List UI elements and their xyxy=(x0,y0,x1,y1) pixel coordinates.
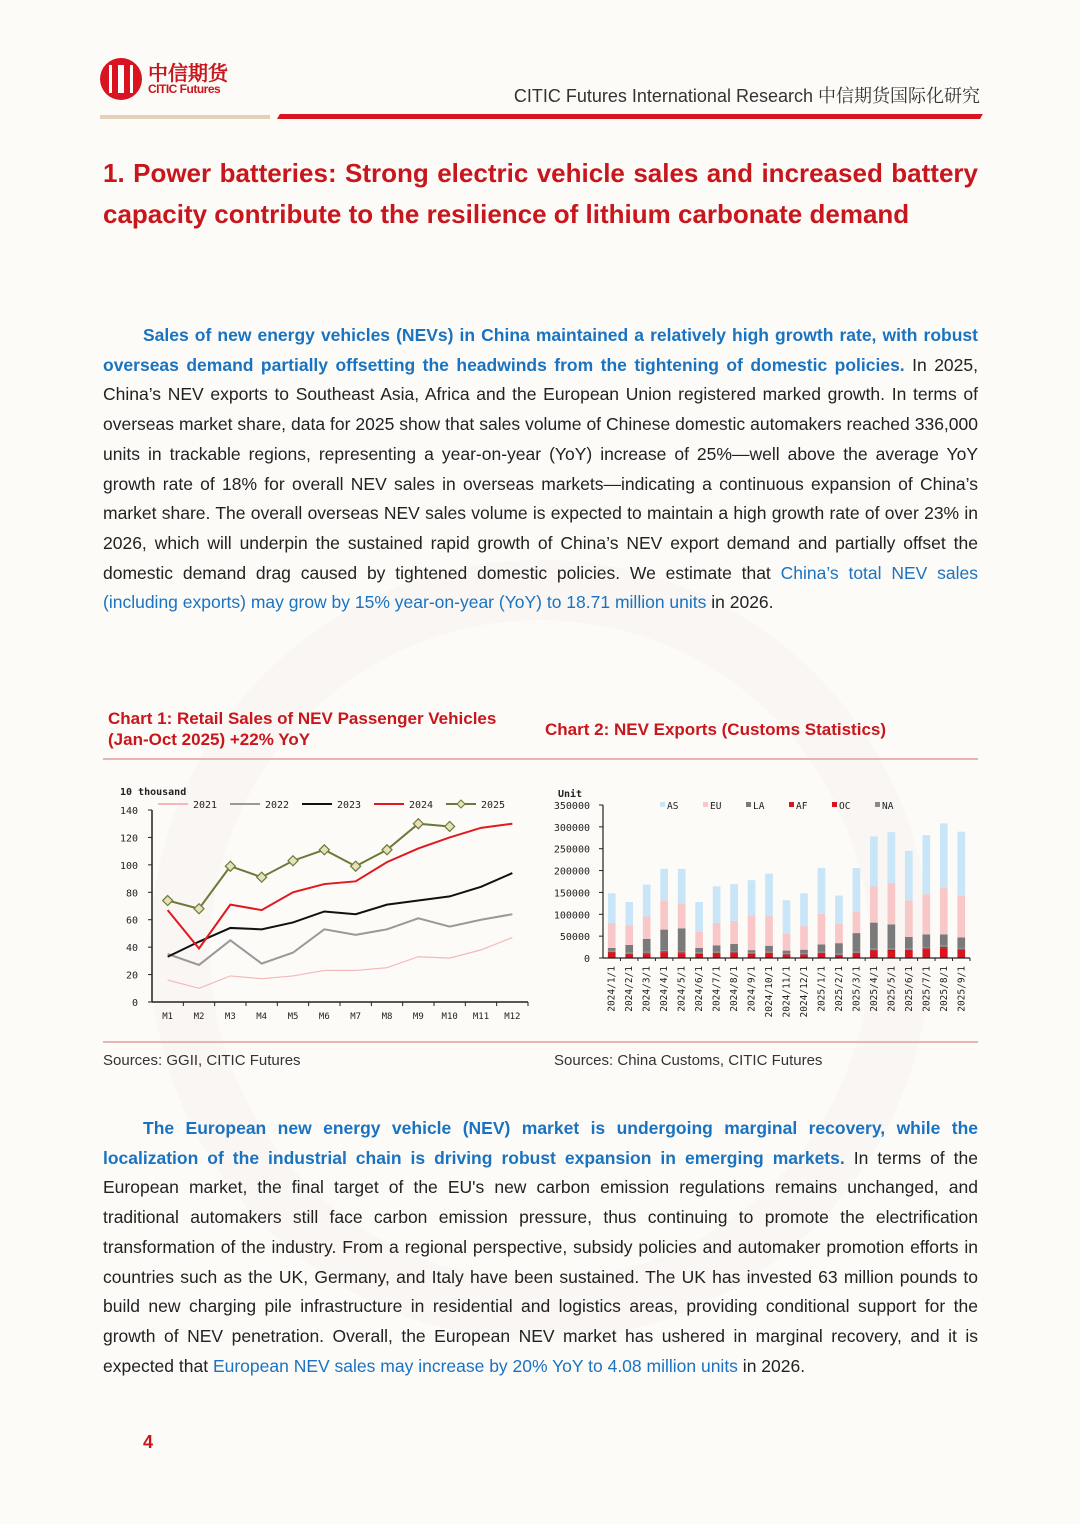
svg-text:2025/8/1: 2025/8/1 xyxy=(938,966,950,1012)
chart2-legend xyxy=(660,801,894,812)
paragraph-2-tail: in 2026. xyxy=(737,1355,806,1376)
svg-text:M10: M10 xyxy=(441,1012,458,1022)
chart-top-rule xyxy=(103,758,978,760)
chart-bottom-rule xyxy=(103,1041,978,1043)
svg-text:2024/3/1: 2024/3/1 xyxy=(641,966,653,1012)
paragraph-1-body: In 2025, China’s NEV exports to Southeast Asia, Africa and the European Union registered marked growth. In terms of overseas market share, data for 2025 show that sales volume of Chinese domestic automakers reached 336,000 units in trackable regions, representing a year-on-year (YoY) increase of 25%—well above the average YoY growth rate of 18% for overall NEV sales in overseas markets—indicating a continuous expansion of China’s market share. The overall overseas NEV sales volume is expected to maintain a high growth rate of over 23% in 2026, which will underpin the sustained rapid growth of China’s NEV export demand and partially offset the domestic demand drag caused by tightened domestic policies. We estimate that xyxy=(103,354,978,583)
svg-text:2024/4/1: 2024/4/1 xyxy=(659,966,671,1012)
svg-text:2024/6/1: 2024/6/1 xyxy=(694,966,706,1012)
svg-text:2021: 2021 xyxy=(193,800,218,811)
svg-text:M12: M12 xyxy=(504,1012,521,1022)
paragraph-2-body: In terms of the European market, the final target of the EU's new carbon emission regulations remains unchanged, and traditional automakers still face carbon emission pressure, thus continuing to promote the electrification transformation of the industry. From a regional perspective, subsidy policies and automaker promotion efforts in countries such as the UK, Germany, and Italy have been sustained. The UK has invested 63 million pounds to build new charging pile infrastructure in residential and logistics areas, providing conditional support for the growth of NEV penetration. Overall, the European NEV market has ushered in marginal recovery, and it is expected that xyxy=(103,1147,978,1376)
svg-text:2024: 2024 xyxy=(409,800,434,811)
chart2-bars xyxy=(608,823,965,958)
page-header xyxy=(100,56,980,116)
svg-text:LA: LA xyxy=(753,801,765,812)
paragraph-1-tail: in 2026. xyxy=(706,592,774,613)
svg-text:100000: 100000 xyxy=(553,910,590,922)
section-title: 1. Power batteries: Strong electric vehicle sales and increased battery capacity contribute to the resilience of lithium carbonate demand xyxy=(103,158,978,229)
chart2-y-unit: Unit xyxy=(558,789,583,800)
svg-text:2024/5/1: 2024/5/1 xyxy=(676,966,688,1012)
svg-text:2025/1/1: 2025/1/1 xyxy=(816,966,828,1012)
svg-text:2022: 2022 xyxy=(265,800,290,811)
svg-text:300000: 300000 xyxy=(553,822,590,834)
svg-text:0: 0 xyxy=(131,998,138,1009)
svg-text:M3: M3 xyxy=(224,1012,236,1022)
svg-text:M1: M1 xyxy=(162,1012,174,1022)
svg-text:2024/11/1: 2024/11/1 xyxy=(781,966,793,1018)
svg-text:120: 120 xyxy=(119,833,138,845)
svg-text:M9: M9 xyxy=(412,1012,424,1022)
paragraph-2-highlight: European NEV sales may increase by 20% YoY to 4.08 million units xyxy=(212,1355,738,1376)
svg-text:2024/9/1: 2024/9/1 xyxy=(746,966,758,1012)
svg-text:2025/4/1: 2025/4/1 xyxy=(868,966,880,1012)
citic-logo-icon xyxy=(100,58,142,100)
chart1-y-unit: 10 thousand xyxy=(120,787,187,798)
chart1-series xyxy=(163,819,513,989)
svg-text:50000: 50000 xyxy=(559,932,590,944)
chart1-title: Chart 1: Retail Sales of NEV Passenger Vehicles (Jan-Oct 2025) +22% YoY xyxy=(108,709,497,749)
svg-text:140: 140 xyxy=(119,806,138,817)
svg-text:2024/12/1: 2024/12/1 xyxy=(798,966,810,1018)
svg-text:AF: AF xyxy=(796,801,808,812)
logo-en: CITIC Futures xyxy=(148,82,221,96)
svg-text:2024/7/1: 2024/7/1 xyxy=(711,966,723,1012)
svg-text:2024/2/1: 2024/2/1 xyxy=(624,966,636,1012)
svg-text:2025/6/1: 2025/6/1 xyxy=(903,966,915,1012)
svg-text:M11: M11 xyxy=(472,1012,490,1022)
svg-text:2024/8/1: 2024/8/1 xyxy=(729,966,741,1012)
chart1-legend xyxy=(158,800,505,811)
svg-text:2025/9/1: 2025/9/1 xyxy=(956,966,968,1012)
header-title: CITIC Futures International Research 中信期货国际化研究 xyxy=(513,86,980,106)
svg-text:EU: EU xyxy=(710,801,722,812)
paragraph-1-highlight: China’s total NEV sales (including exports) may grow by 15% year-on-year (YoY) to 18.71 million units xyxy=(103,562,978,613)
chart2-stacked-bar-chart xyxy=(548,782,980,1027)
svg-text:2023: 2023 xyxy=(337,800,362,811)
chart2-y-axis xyxy=(554,801,603,965)
svg-text:200000: 200000 xyxy=(553,866,590,878)
svg-text:350000: 350000 xyxy=(553,801,590,812)
svg-text:0: 0 xyxy=(583,954,590,965)
svg-text:M6: M6 xyxy=(318,1012,330,1022)
svg-text:100: 100 xyxy=(119,860,138,872)
svg-text:250000: 250000 xyxy=(553,844,590,856)
svg-text:60: 60 xyxy=(125,915,138,927)
chart2-source: Sources: China Customs, CITIC Futures xyxy=(554,1052,823,1069)
svg-text:20: 20 xyxy=(125,970,138,982)
svg-text:150000: 150000 xyxy=(553,888,590,900)
paragraph-2 xyxy=(103,1114,978,1381)
svg-text:2025/3/1: 2025/3/1 xyxy=(851,966,863,1012)
svg-text:2025/5/1: 2025/5/1 xyxy=(886,966,898,1012)
chart1-x-axis xyxy=(152,1002,528,1022)
svg-text:M5: M5 xyxy=(287,1012,299,1022)
svg-text:NA: NA xyxy=(882,801,894,812)
svg-text:M8: M8 xyxy=(381,1012,393,1022)
svg-text:2024/1/1: 2024/1/1 xyxy=(606,966,618,1012)
paragraph-2-lead: The European new energy vehicle (NEV) market is undergoing marginal recovery, while the localization of the industrial chain is driving robust expansion in emerging markets. xyxy=(103,1118,978,1168)
chart1-line-chart xyxy=(100,782,535,1027)
svg-text:2024/10/1: 2024/10/1 xyxy=(764,966,776,1018)
paragraph-1-lead: Sales of new energy vehicles (NEVs) in China maintained a relatively high growth rate, with robust overseas demand partially offsetting the headwinds from the tightening of domestic policies. xyxy=(103,325,978,375)
svg-text:M4: M4 xyxy=(256,1012,268,1022)
logo-cn: 中信期货 xyxy=(148,61,228,85)
citic-logo xyxy=(100,58,228,100)
svg-text:2025/2/1: 2025/2/1 xyxy=(833,966,845,1012)
header-divider-tan xyxy=(100,115,270,119)
svg-text:40: 40 xyxy=(125,943,138,955)
paragraph-1 xyxy=(103,321,978,618)
svg-text:OC: OC xyxy=(839,801,851,812)
svg-text:80: 80 xyxy=(125,888,138,900)
chart1-source: Sources: GGII, CITIC Futures xyxy=(103,1052,301,1069)
svg-text:2025: 2025 xyxy=(481,800,506,811)
page-number: 4 xyxy=(143,1432,154,1452)
chart1-y-axis xyxy=(120,806,152,1009)
svg-text:2025/7/1: 2025/7/1 xyxy=(921,966,933,1012)
chart2-title: Chart 2: NEV Exports (Customs Statistics) xyxy=(545,720,887,739)
svg-text:AS: AS xyxy=(667,801,679,812)
header-divider-red xyxy=(277,114,983,119)
svg-text:M2: M2 xyxy=(193,1012,205,1022)
chart2-x-axis xyxy=(603,958,970,1017)
svg-text:M7: M7 xyxy=(350,1012,362,1022)
